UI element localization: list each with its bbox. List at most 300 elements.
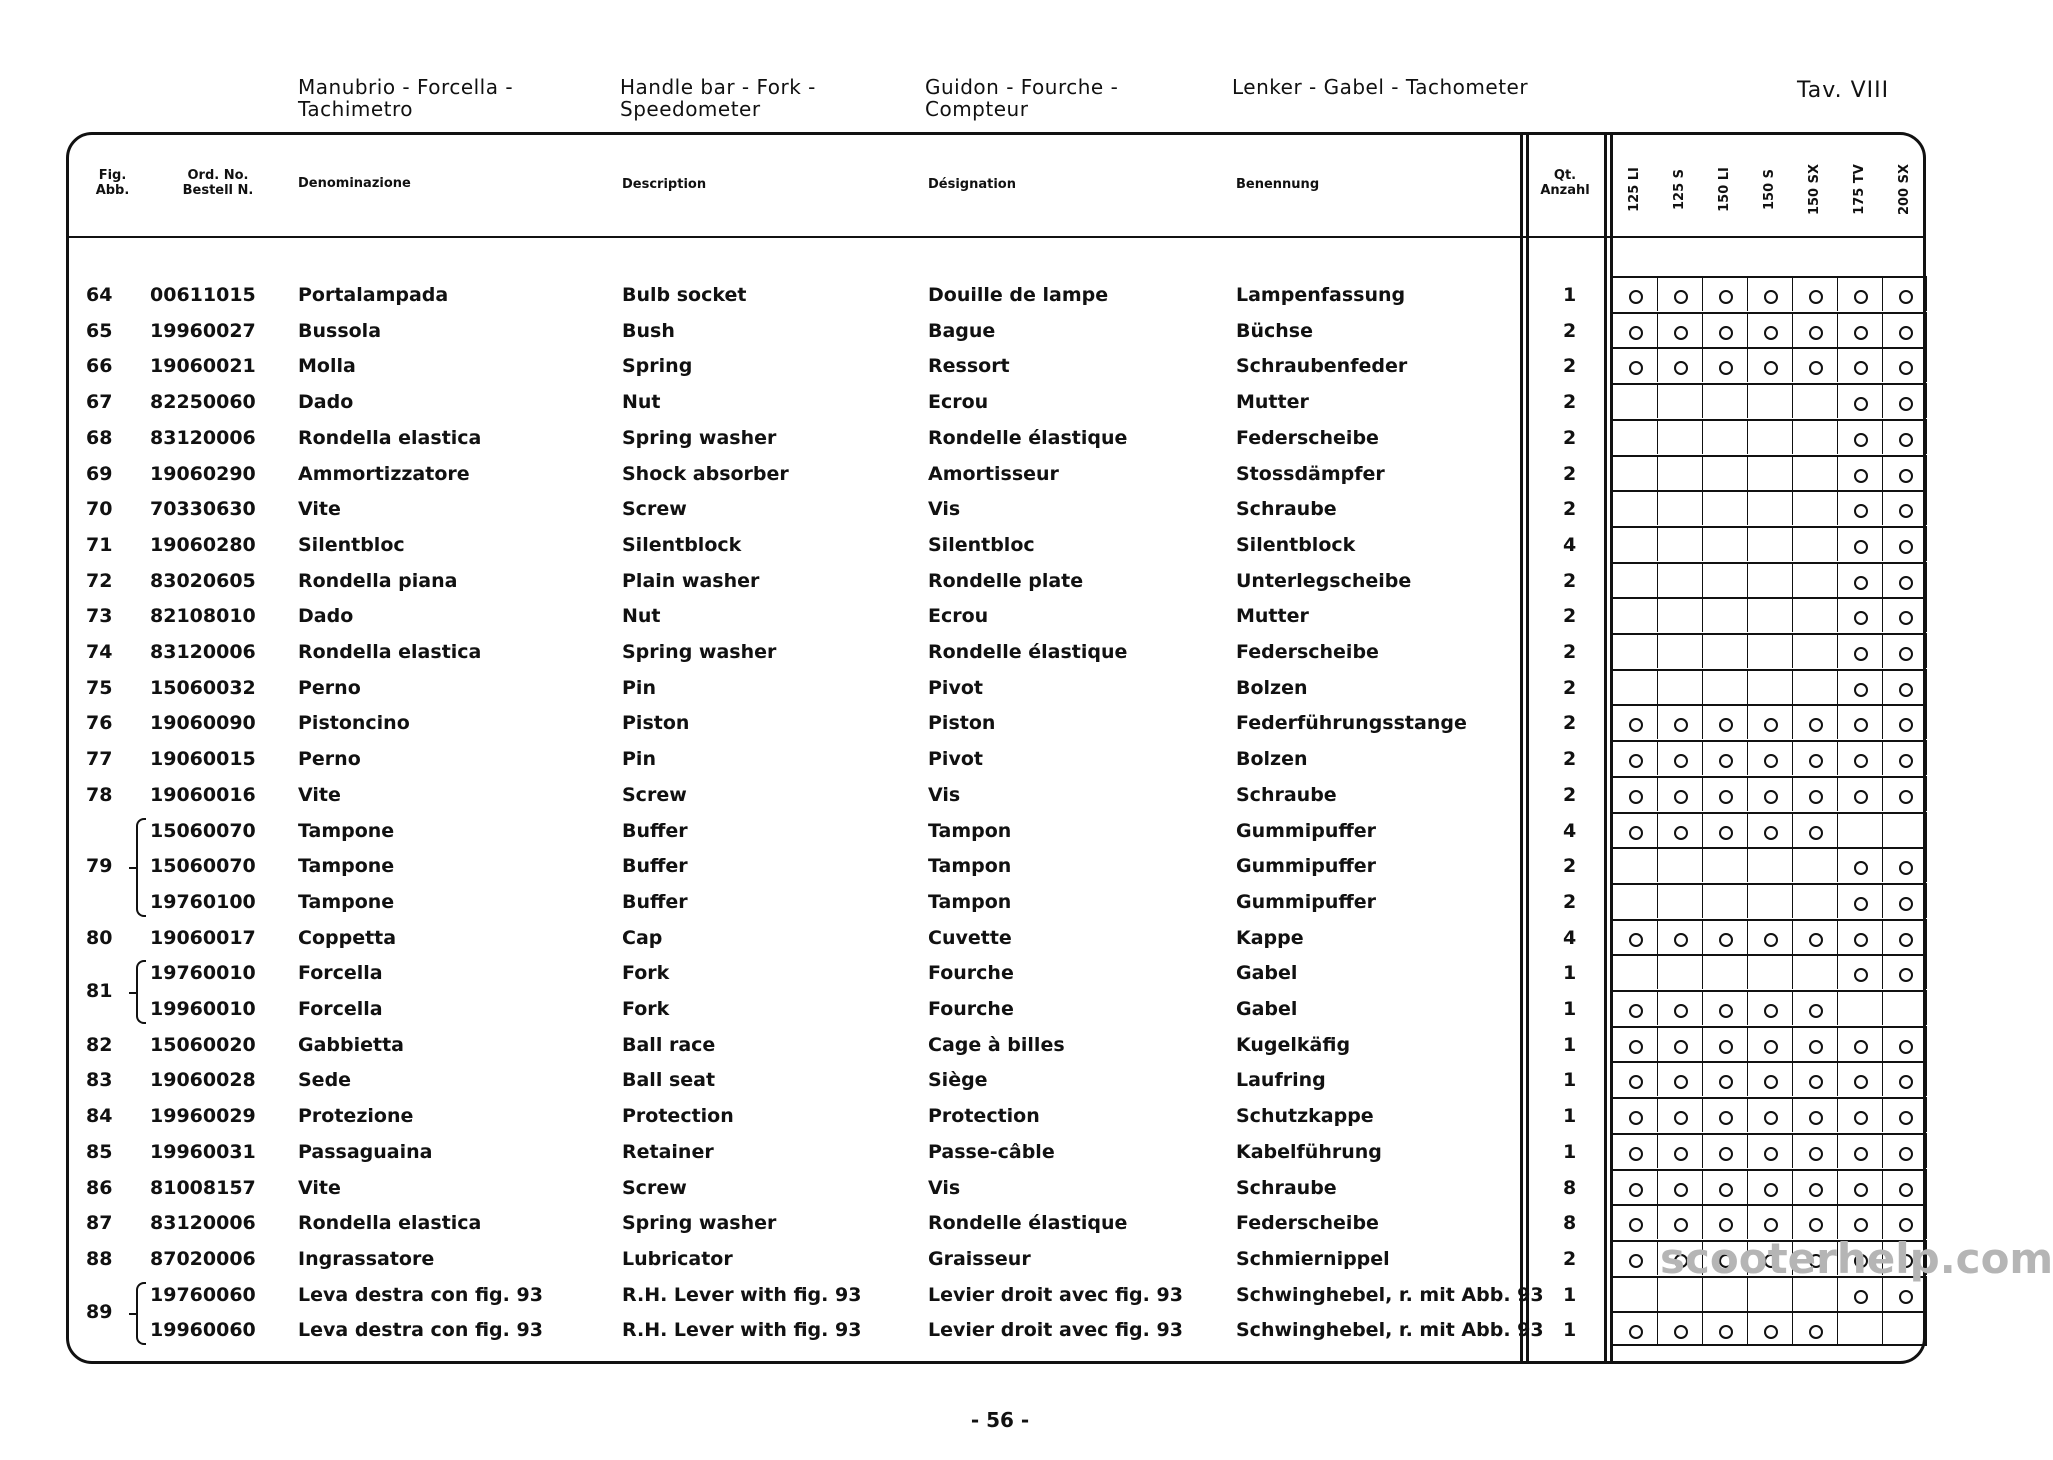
model-cell [1792, 883, 1837, 918]
model-cell [1657, 669, 1702, 704]
model-cell [1657, 883, 1702, 918]
model-header-5 [1837, 154, 1882, 224]
cell-de: Mutter [1236, 605, 1309, 628]
cell-it: Coppetta [298, 926, 397, 949]
cell-it: Tampone [298, 855, 395, 878]
cell-it: Leva destra con fig. 93 [298, 1319, 543, 1342]
model-cell [1612, 1097, 1657, 1132]
cell-en: Buffer [622, 819, 688, 842]
cell-ord: 19960029 [150, 1105, 256, 1128]
applicable-circle-icon [1764, 1075, 1778, 1089]
cell-qty: 1 [1563, 1105, 1577, 1128]
cell-ord: 82250060 [150, 391, 256, 414]
cell-it: Protezione [298, 1105, 414, 1128]
cell-fig: 74 [86, 641, 113, 663]
cell-it: Sede [298, 1069, 352, 1092]
col-header-fig [90, 168, 135, 198]
model-cell [1657, 776, 1702, 811]
cell-fr: Tampon [928, 890, 1012, 913]
model-cell [1612, 562, 1657, 597]
model-cell [1612, 1169, 1657, 1204]
cell-ord: 19960031 [150, 1140, 256, 1163]
applicable-circle-icon [1854, 540, 1868, 554]
applicable-circle-icon [1674, 826, 1688, 840]
cell-de: Stossdämpfer [1236, 462, 1385, 485]
applicable-circle-icon [1899, 397, 1913, 411]
cell-it: Passaguaina [298, 1140, 433, 1163]
model-cell [1792, 954, 1837, 989]
applicable-circle-icon [1854, 1111, 1868, 1125]
cell-fr: Vis [928, 498, 961, 521]
applicable-circle-icon [1854, 897, 1868, 911]
cell-de: Unterlegscheibe [1236, 569, 1412, 592]
cell-fig: 67 [86, 391, 113, 414]
cell-fig: 71 [86, 533, 113, 556]
model-cell [1747, 1311, 1792, 1346]
model-cell [1837, 490, 1882, 525]
model-cell [1702, 919, 1747, 954]
model-cell [1882, 312, 1927, 347]
cell-fr: Levier droit avec fig. 93 [928, 1283, 1183, 1306]
cell-it: Rondella elastica [298, 641, 482, 663]
model-cell [1837, 812, 1882, 847]
model-cell [1657, 562, 1702, 597]
model-cell [1747, 954, 1792, 989]
model-cell [1702, 740, 1747, 775]
table-row [0, 919, 2000, 954]
cell-it: Dado [298, 605, 354, 628]
cell-de: Gabel [1236, 998, 1298, 1020]
cell-fr: Tampon [928, 855, 1012, 878]
cell-qty: 4 [1563, 819, 1577, 842]
model-cell [1747, 1169, 1792, 1204]
cell-en: Buffer [622, 855, 688, 878]
model-cell [1702, 276, 1747, 311]
applicable-circle-icon [1719, 718, 1733, 732]
applicable-circle-icon [1719, 1040, 1733, 1054]
cell-ord: 70330630 [150, 498, 256, 521]
table-row [0, 1097, 2000, 1132]
cell-ord: 15060070 [150, 855, 256, 878]
cell-ord: 19060015 [150, 748, 256, 771]
applicable-circle-icon [1719, 1004, 1733, 1018]
col-header-italian: Denominazione [298, 176, 411, 191]
model-cell [1702, 704, 1747, 739]
col-header-ord-line2: Bestell N. [182, 183, 254, 198]
cell-de: Schraube [1236, 1176, 1337, 1199]
cell-en: Lubricator [622, 1247, 733, 1270]
model-cell [1747, 740, 1792, 775]
applicable-circle-icon [1764, 826, 1778, 840]
model-cell [1837, 847, 1882, 882]
applicable-circle-icon [1854, 933, 1868, 947]
model-cell [1612, 276, 1657, 311]
cell-fig: 77 [86, 748, 113, 771]
table-row [0, 883, 2000, 918]
cell-it: Forcella [298, 962, 383, 985]
col-header-german: Benennung [1236, 177, 1320, 192]
applicable-circle-icon [1674, 1325, 1688, 1339]
model-cell [1792, 455, 1837, 490]
cell-qty: 1 [1563, 962, 1577, 985]
cell-qty: 2 [1563, 890, 1577, 913]
applicable-circle-icon [1809, 933, 1823, 947]
cell-fr: Douille de lampe [928, 284, 1109, 306]
applicable-circle-icon [1809, 826, 1823, 840]
cell-ord: 87020006 [150, 1247, 256, 1270]
model-cell [1657, 1311, 1702, 1346]
model-cell [1882, 562, 1927, 597]
model-cell [1792, 1061, 1837, 1096]
model-cell [1747, 669, 1792, 704]
cell-en: Spring washer [622, 426, 777, 449]
cell-fr: Siège [928, 1069, 988, 1092]
model-cell [1657, 919, 1702, 954]
applicable-circle-icon [1629, 1218, 1643, 1232]
cell-fig: 76 [86, 712, 113, 735]
applicable-circle-icon [1899, 718, 1913, 732]
applicable-circle-icon [1899, 1183, 1913, 1197]
cell-qty: 4 [1563, 926, 1577, 949]
model-cell [1702, 1133, 1747, 1168]
cell-de: Schwinghebel, r. mit Abb. 93 [1236, 1283, 1544, 1306]
applicable-circle-icon [1719, 1183, 1733, 1197]
model-cell [1702, 990, 1747, 1025]
cell-de: Federscheibe [1236, 1212, 1379, 1235]
watermark: scooterhelp.com [1660, 1234, 2053, 1283]
cell-ord: 19060028 [150, 1069, 256, 1092]
applicable-circle-icon [1674, 718, 1688, 732]
applicable-circle-icon [1629, 1004, 1643, 1018]
model-cell [1837, 1061, 1882, 1096]
cell-it: Leva destra con fig. 93 [298, 1283, 543, 1306]
model-cell [1792, 1097, 1837, 1132]
model-cell [1837, 954, 1882, 989]
model-cell [1612, 383, 1657, 418]
model-cell [1657, 419, 1702, 454]
model-cell [1612, 1311, 1657, 1346]
cell-ord: 15060070 [150, 819, 256, 842]
model-cell [1882, 1169, 1927, 1204]
applicable-circle-icon [1764, 1111, 1778, 1125]
group-brace [136, 960, 146, 1023]
applicable-circle-icon [1629, 290, 1643, 304]
model-cell [1657, 740, 1702, 775]
applicable-circle-icon [1809, 361, 1823, 375]
cell-ord: 19060017 [150, 926, 256, 949]
model-cell [1612, 1276, 1657, 1311]
table-row [0, 704, 2000, 739]
cell-qty: 2 [1563, 462, 1577, 485]
model-cell [1837, 669, 1882, 704]
cell-qty: 2 [1563, 855, 1577, 878]
model-cell [1702, 562, 1747, 597]
cell-qty: 4 [1563, 533, 1577, 556]
cell-fig: 75 [86, 676, 113, 699]
model-cell [1657, 812, 1702, 847]
applicable-circle-icon [1629, 361, 1643, 375]
applicable-circle-icon [1719, 1218, 1733, 1232]
cell-fig: 83 [86, 1069, 113, 1092]
model-cell [1657, 347, 1702, 382]
model-cell [1882, 883, 1927, 918]
cell-en: Pin [622, 748, 656, 771]
col-header-english: Description [622, 177, 707, 192]
cell-en: Bush [622, 319, 675, 342]
cell-ord: 19060021 [150, 355, 256, 378]
applicable-circle-icon [1854, 576, 1868, 590]
model-cell [1792, 669, 1837, 704]
cell-it: Rondella elastica [298, 1212, 482, 1235]
cell-en: Piston [622, 712, 690, 735]
cell-ord: 15060032 [150, 676, 256, 699]
title-french-line1: Guidon - Fourche - [925, 75, 1119, 99]
table-row [0, 740, 2000, 775]
cell-fig: 66 [86, 355, 113, 378]
applicable-circle-icon [1719, 754, 1733, 768]
applicable-circle-icon [1629, 754, 1643, 768]
applicable-circle-icon [1899, 361, 1913, 375]
applicable-circle-icon [1809, 754, 1823, 768]
cell-qty: 8 [1563, 1212, 1577, 1235]
cell-en: Fork [622, 998, 670, 1020]
model-cell [1612, 633, 1657, 668]
cell-de: Gummipuffer [1236, 855, 1377, 878]
model-cell [1747, 455, 1792, 490]
cell-fr: Pivot [928, 748, 983, 771]
group-brace [136, 818, 146, 917]
model-cell [1657, 276, 1702, 311]
cell-it: Tampone [298, 890, 395, 913]
applicable-circle-icon [1899, 1290, 1913, 1304]
cell-en: Silentblock [622, 533, 742, 556]
cell-fr: Ecrou [928, 391, 989, 414]
cell-de: Kugelkäfig [1236, 1033, 1351, 1056]
col-header-french: Désignation [928, 177, 1016, 192]
applicable-circle-icon [1809, 1111, 1823, 1125]
model-cell [1837, 1311, 1882, 1346]
applicable-circle-icon [1809, 790, 1823, 804]
model-cell [1612, 490, 1657, 525]
cell-fr: Ecrou [928, 605, 989, 628]
applicable-circle-icon [1854, 647, 1868, 661]
cell-ord: 15060020 [150, 1033, 256, 1056]
applicable-circle-icon [1854, 968, 1868, 982]
cell-ord: 19060280 [150, 533, 256, 556]
model-cell [1882, 1097, 1927, 1132]
model-cell [1657, 954, 1702, 989]
model-header-label: 175 TV [1852, 163, 1867, 215]
applicable-circle-icon [1674, 1147, 1688, 1161]
cell-qty: 1 [1563, 1033, 1577, 1056]
group-brace [136, 1282, 146, 1345]
model-cell [1882, 347, 1927, 382]
cell-en: Screw [622, 783, 687, 806]
cell-fr: Bague [928, 319, 996, 342]
cell-qty: 2 [1563, 355, 1577, 378]
model-cell [1837, 633, 1882, 668]
model-cell [1612, 669, 1657, 704]
model-cell [1792, 990, 1837, 1025]
cell-de: Schraubenfeder [1236, 355, 1408, 378]
model-cell [1882, 276, 1927, 311]
applicable-circle-icon [1899, 1111, 1913, 1125]
model-cell [1747, 847, 1792, 882]
cell-qty: 1 [1563, 998, 1577, 1020]
cell-it: Pistoncino [298, 712, 410, 735]
model-cell [1792, 312, 1837, 347]
cell-ord: 19960010 [150, 998, 256, 1020]
cell-fr: Amortisseur [928, 462, 1059, 485]
cell-qty: 1 [1563, 1319, 1577, 1342]
cell-de: Schwinghebel, r. mit Abb. 93 [1236, 1319, 1544, 1342]
cell-de: Gummipuffer [1236, 819, 1377, 842]
col-header-qty-line2: Anzahl [1540, 183, 1590, 198]
table-row [0, 633, 2000, 668]
model-cell [1882, 455, 1927, 490]
cell-en: Shock absorber [622, 462, 789, 485]
applicable-circle-icon [1764, 718, 1778, 732]
model-cell [1702, 954, 1747, 989]
title-english-line2: Speedometer [620, 97, 761, 121]
cell-it: Dado [298, 391, 354, 414]
applicable-circle-icon [1629, 826, 1643, 840]
col-header-qty-line1: Qt. [1553, 168, 1577, 183]
model-cell [1837, 990, 1882, 1025]
applicable-circle-icon [1764, 361, 1778, 375]
model-header-3 [1747, 154, 1792, 224]
cell-en: Screw [622, 498, 687, 521]
cell-de: Gabel [1236, 962, 1298, 985]
table-row [0, 562, 2000, 597]
cell-qty: 2 [1563, 498, 1577, 521]
model-cell [1747, 633, 1792, 668]
model-cell [1747, 347, 1792, 382]
model-cell [1612, 1133, 1657, 1168]
applicable-circle-icon [1674, 1111, 1688, 1125]
table-row [0, 312, 2000, 347]
cell-de: Schraube [1236, 783, 1337, 806]
applicable-circle-icon [1764, 1040, 1778, 1054]
cell-fr: Rondelle élastique [928, 426, 1128, 449]
model-cell [1837, 776, 1882, 811]
model-cell [1702, 669, 1747, 704]
cell-qty: 8 [1563, 1176, 1577, 1199]
applicable-circle-icon [1899, 611, 1913, 625]
cell-it: Gabbietta [298, 1033, 405, 1056]
model-cell [1837, 704, 1882, 739]
model-cell [1702, 776, 1747, 811]
cell-de: Schmiernippel [1236, 1247, 1390, 1270]
model-cell [1612, 1026, 1657, 1061]
model-cell [1747, 1133, 1792, 1168]
cell-it: Molla [298, 355, 356, 378]
col-header-fig-line2: Abb. [95, 183, 130, 198]
cell-en: Ball race [622, 1033, 716, 1056]
cell-fig: 72 [86, 569, 113, 592]
col-header-ord [168, 168, 268, 198]
table-row [0, 1026, 2000, 1061]
cell-qty: 1 [1563, 1069, 1577, 1092]
applicable-circle-icon [1899, 1075, 1913, 1089]
title-italian-line2: Tachimetro [298, 97, 414, 121]
title-french [925, 76, 1118, 120]
applicable-circle-icon [1719, 326, 1733, 340]
table-row [0, 455, 2000, 490]
applicable-circle-icon [1899, 1040, 1913, 1054]
model-cell [1702, 812, 1747, 847]
applicable-circle-icon [1854, 1147, 1868, 1161]
model-cell [1792, 526, 1837, 561]
model-cell [1612, 312, 1657, 347]
cell-it: Rondella piana [298, 569, 458, 592]
model-cell [1747, 919, 1792, 954]
cell-de: Federscheibe [1236, 426, 1379, 449]
cell-de: Mutter [1236, 391, 1309, 414]
table-row [0, 990, 2000, 1025]
cell-fr: Levier droit avec fig. 93 [928, 1319, 1183, 1342]
model-cell [1882, 1133, 1927, 1168]
model-cell [1792, 633, 1837, 668]
applicable-circle-icon [1854, 1040, 1868, 1054]
applicable-circle-icon [1899, 576, 1913, 590]
cell-ord: 81008157 [150, 1176, 256, 1199]
cell-ord: 83120006 [150, 641, 256, 663]
plate-number: Tav. VIII [1797, 78, 1890, 103]
applicable-circle-icon [1854, 683, 1868, 697]
applicable-circle-icon [1674, 361, 1688, 375]
cell-qty: 2 [1563, 391, 1577, 414]
cell-ord: 83020605 [150, 569, 256, 592]
table-row [0, 847, 2000, 882]
cell-fig: 80 [86, 926, 113, 949]
applicable-circle-icon [1809, 1040, 1823, 1054]
model-cell [1882, 669, 1927, 704]
model-cell [1837, 1133, 1882, 1168]
model-cell [1747, 812, 1792, 847]
cell-de: Lampenfassung [1236, 284, 1406, 306]
table-row [0, 1061, 2000, 1096]
model-cell [1747, 1097, 1792, 1132]
cell-qty: 2 [1563, 712, 1577, 735]
model-cell [1747, 526, 1792, 561]
cell-de: Silentblock [1236, 533, 1356, 556]
cell-en: Buffer [622, 890, 688, 913]
applicable-circle-icon [1854, 290, 1868, 304]
model-cell [1837, 1097, 1882, 1132]
model-cell [1837, 597, 1882, 632]
model-cell [1702, 1097, 1747, 1132]
model-header-4 [1792, 154, 1837, 224]
model-cell [1882, 383, 1927, 418]
applicable-circle-icon [1674, 1218, 1688, 1232]
model-cell [1882, 1311, 1927, 1346]
applicable-circle-icon [1854, 1218, 1868, 1232]
applicable-circle-icon [1719, 790, 1733, 804]
model-cell [1837, 347, 1882, 382]
applicable-circle-icon [1899, 1218, 1913, 1232]
table-row [0, 1133, 2000, 1168]
model-cell [1837, 919, 1882, 954]
applicable-circle-icon [1764, 933, 1778, 947]
model-cell [1792, 1026, 1837, 1061]
table-row [0, 526, 2000, 561]
table-row [0, 597, 2000, 632]
model-cell [1837, 562, 1882, 597]
cell-en: Spring washer [622, 1212, 777, 1235]
applicable-circle-icon [1764, 1218, 1778, 1232]
applicable-circle-icon [1809, 718, 1823, 732]
